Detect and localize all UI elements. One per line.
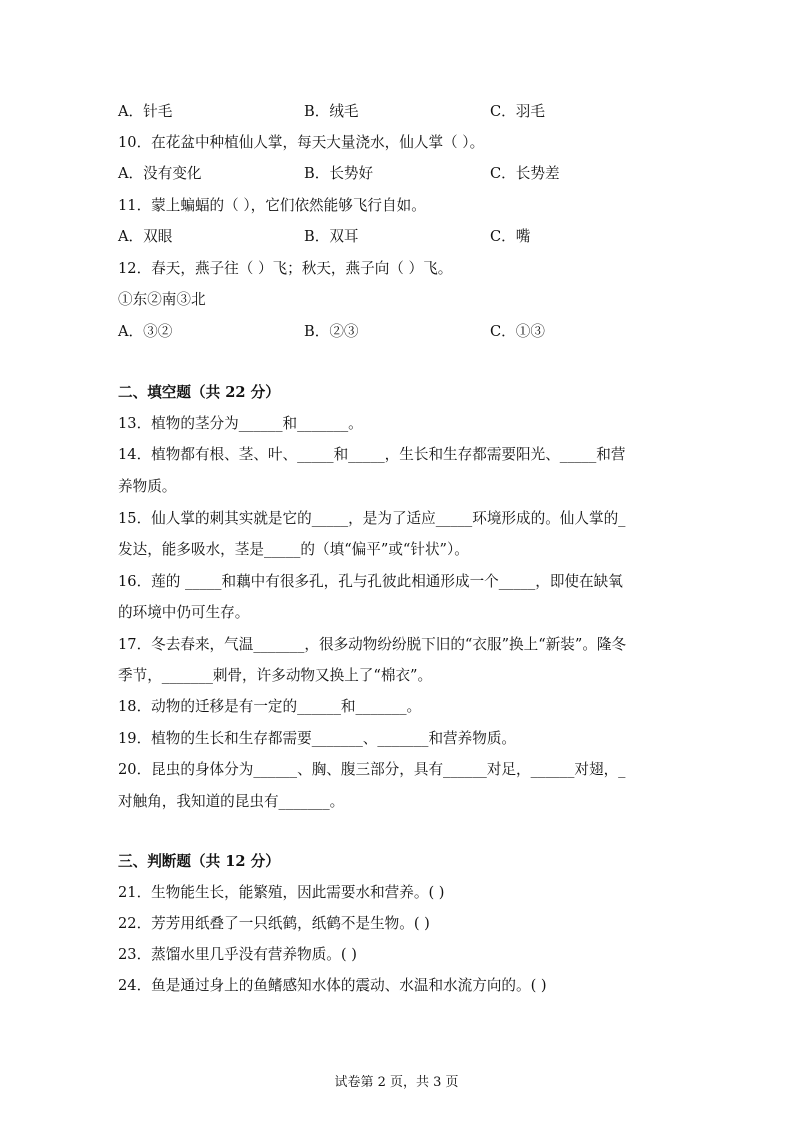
q11-option-b: B．双耳	[304, 228, 359, 245]
q12-choices: ①东②南③北	[118, 291, 206, 308]
q21-line: 21．生物能生长，能繁殖，因此需要水和营养。( )	[118, 884, 445, 901]
q20-line-2: 对触角，我知道的昆虫有_______。	[118, 793, 345, 810]
q10-option-a: A．没有变化	[118, 165, 202, 182]
q11-option-c: C．嘴	[490, 228, 531, 245]
q24-line: 24．鱼是通过身上的鱼鳍感知水体的震动、水温和水流方向的。( )	[118, 977, 547, 994]
q12-question: 12．春天，燕子往（ ）飞；秋天，燕子向（ ）飞。	[118, 260, 453, 277]
q22-line: 22．芳芳用纸叠了一只纸鹤，纸鹤不是生物。( )	[118, 915, 430, 932]
q12-option-b: B．②③	[304, 323, 359, 340]
q15-line-1: 15．仙人掌的刺其实就是它的_____，是为了适应_____环境形成的。仙人掌的_	[118, 510, 626, 527]
q23-line: 23．蒸馏水里几乎没有营养物质。( )	[118, 946, 357, 963]
page-footer: 试卷第 2 页，共 3 页	[334, 1075, 459, 1090]
q13-line: 13．植物的茎分为______和_______。	[118, 415, 363, 432]
q16-line-1: 16．莲的 _____和藕中有很多孔，孔与孔彼此相通形成一个_____，即使在缺氧	[118, 573, 623, 590]
section2-title: 二、填空题（共 22 分）	[118, 384, 280, 401]
q9-option-a: A．针毛	[118, 103, 173, 120]
q20-line-1: 20．昆虫的身体分为______、胸、腹三部分，具有______对足，______对翅，_	[118, 761, 626, 778]
q12-option-c: C．①③	[490, 323, 545, 340]
q11-question: 11．蒙上蝙蝠的（ ），它们依然能够飞行自如。	[118, 197, 426, 214]
q11-option-a: A．双眼	[118, 228, 173, 245]
q16-line-2: 的环境中仍可生存。	[118, 604, 250, 621]
q10-question: 10．在花盆中种植仙人掌，每天大量浇水，仙人掌（ ）。	[118, 134, 485, 151]
q9-option-b: B．绒毛	[304, 103, 359, 120]
q17-line-2: 季节，_______刺骨，许多动物又换上了“棉衣”。	[118, 667, 433, 684]
section3-title: 三、判断题（共 12 分）	[118, 853, 280, 870]
q9-option-c: C．羽毛	[490, 103, 545, 120]
q14-line-2: 养物质。	[118, 478, 177, 495]
q14-line-1: 14．植物都有根、茎、叶、_____和_____，生长和生存都需要阳光、_____和营	[118, 446, 626, 463]
q10-option-c: C．长势差	[490, 165, 560, 182]
q18-line: 18．动物的迁移是有一定的______和_______。	[118, 698, 422, 715]
q19-line: 19．植物的生长和生存都需要_______、_______和营养物质。	[118, 730, 517, 747]
q17-line-1: 17．冬去春来，气温_______，很多动物纷纷脱下旧的“衣服”换上“新装”。隆冬	[118, 636, 627, 653]
q10-option-b: B．长势好	[304, 165, 374, 182]
q15-line-2: 发达，能多吸水，茎是_____的（填“偏平”或“针状”）。	[118, 541, 469, 558]
q12-option-a: A．③②	[118, 323, 173, 340]
